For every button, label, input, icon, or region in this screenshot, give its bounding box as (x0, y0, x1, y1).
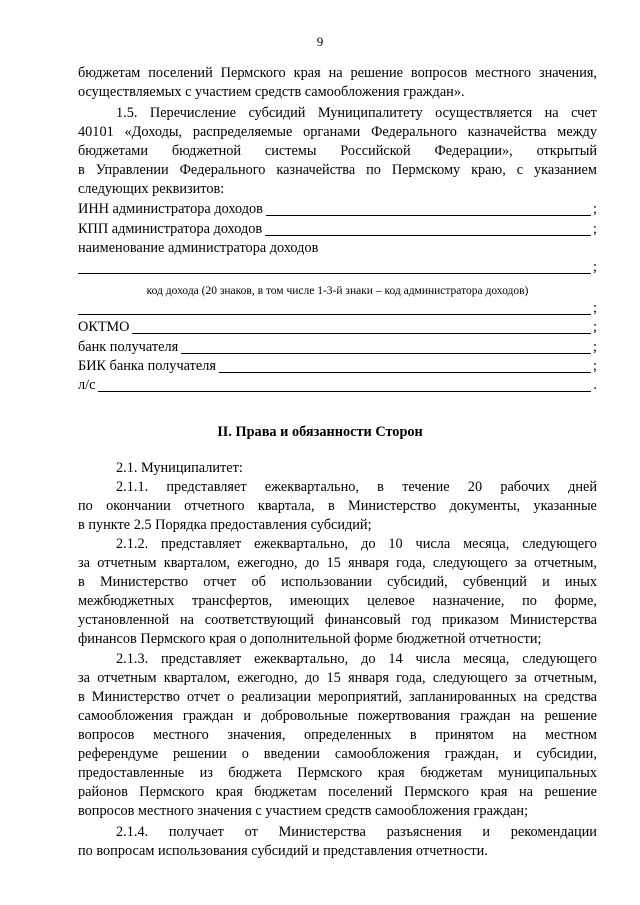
account-label: л/с (78, 377, 96, 393)
inn-blank (266, 201, 591, 216)
clause-2-1-2-line: межбюджетных трансфертов, имеющих целевое назначение, по форме, (78, 593, 597, 609)
inn-label: ИНН администратора доходов (78, 201, 263, 217)
clause-2-1-3-line: вопросов местного значения с участием средств самообложения граждан; (78, 803, 529, 819)
clause-2-1-3-line: предоставленные из бюджета Пермского края бюджетам муниципальных (78, 765, 597, 781)
clause-1-5-line: бюджетами бюджетной системы Российской Федерации», открытый (78, 143, 597, 159)
section-2-1-line: 2.1. Муниципалитет: (116, 460, 243, 476)
clause-2-1-2-line: 2.1.2. представляет ежеквартально, до 10 числа месяца, следующего (116, 536, 597, 552)
inn-field: ИНН администратора доходов ; (78, 201, 597, 217)
bik-label: БИК банка получателя (78, 358, 216, 374)
oktmo-field: ОКТМО ; (78, 319, 597, 335)
clause-2-1-2-line: финансов Пермского края о дополнительной форме бюджетной отчетности; (78, 631, 542, 647)
oktmo-label: ОКТМО (78, 319, 130, 335)
clause-2-1-3-line: районов Пермского края бюджетам поселений Пермского края на решение (78, 784, 597, 800)
clause-2-1-1-line: по окончании отчетного квартала, в Министерство документы, указанные (78, 498, 597, 514)
kpp-field: КПП администратора доходов ; (78, 221, 597, 237)
clause-2-1-2-line: в Министерство отчет об использовании субсидий, субвенций и иных (78, 574, 597, 590)
clause-2-1-3-line: вопросов местного значения, определенных в принятом на местном (78, 727, 597, 743)
clause-2-1-3-line: 2.1.3. представляет ежеквартально, до 14 числа месяца, следующего (116, 651, 597, 667)
clause-1-5-line: 40101 «Доходы, распределяемые органами Федерального казначейства между (78, 124, 597, 140)
admin-name-label: наименование администратора доходов (78, 240, 319, 256)
account-blank (98, 377, 591, 392)
account-field: л/с . (78, 377, 597, 393)
clause-1-5-line: в Управлении Федерального казначейства по Пермскому краю, с указанием (78, 162, 597, 178)
clause-2-1-2-line: за отчетным кварталом, ежегодно, до 15 января года, следующего за отчетным, (78, 555, 597, 571)
income-code-blank (78, 300, 591, 315)
clause-2-1-3-line: референдуме решении о введении самообложения граждан, и субсидии, (78, 746, 597, 762)
bik-blank (219, 358, 591, 373)
income-code-note: код дохода (20 знаков, в том числе 1-3-й знаки – код администратора доходов) (146, 285, 529, 297)
bik-field: БИК банка получателя ; (78, 358, 597, 374)
clause-2-1-3-line: в Министерство отчет о реализации мероприятий, запланированных на средства (78, 689, 597, 705)
clause-1-5-line: следующих реквизитов: (78, 181, 225, 197)
kpp-label: КПП администратора доходов (78, 221, 263, 237)
clause-2-1-3-line: за отчетным кварталом, ежегодно, до 15 января года, следующего за отчетным, (78, 670, 597, 686)
admin-name-blank-row: ; (78, 258, 597, 277)
bank-field: банк получателя ; (78, 339, 597, 355)
kpp-blank (265, 221, 591, 236)
clause-2-1-3-line: самообложения граждан и добровольные пожертвования граждан на решение (78, 708, 597, 724)
clause-2-1-1-line: 2.1.1. представляет ежеквартально, в течение 20 рабочих дней (116, 479, 597, 495)
clause-1-5-line: 1.5. Перечисление субсидий Муниципалитету осуществляется на счет (116, 105, 597, 121)
bank-blank (181, 339, 591, 354)
admin-name-blank (78, 259, 591, 274)
bank-label: банк получателя (78, 339, 179, 355)
clause-2-1-2-line: установленной на соответствующий финансовый год приказом Министерства (78, 612, 597, 628)
section-title: II. Права и обязанности Сторон (217, 424, 423, 440)
page-number: 9 (316, 34, 324, 49)
clause-2-1-1-line: в пункте 2.5 Порядка предоставления субсидий; (78, 517, 372, 533)
text-line: бюджетам поселений Пермского края на решение вопросов местного значения, (78, 65, 597, 81)
oktmo-blank (132, 319, 591, 334)
clause-2-1-4-line: 2.1.4. получает от Министерства разъяснения и рекомендации (116, 824, 597, 840)
clause-2-1-4-line: по вопросам использования субсидий и представления отчетности. (78, 843, 488, 859)
income-code-blank-row: ; (78, 299, 597, 318)
text-line: осуществляемых с участием средств самообложения граждан». (78, 84, 465, 100)
